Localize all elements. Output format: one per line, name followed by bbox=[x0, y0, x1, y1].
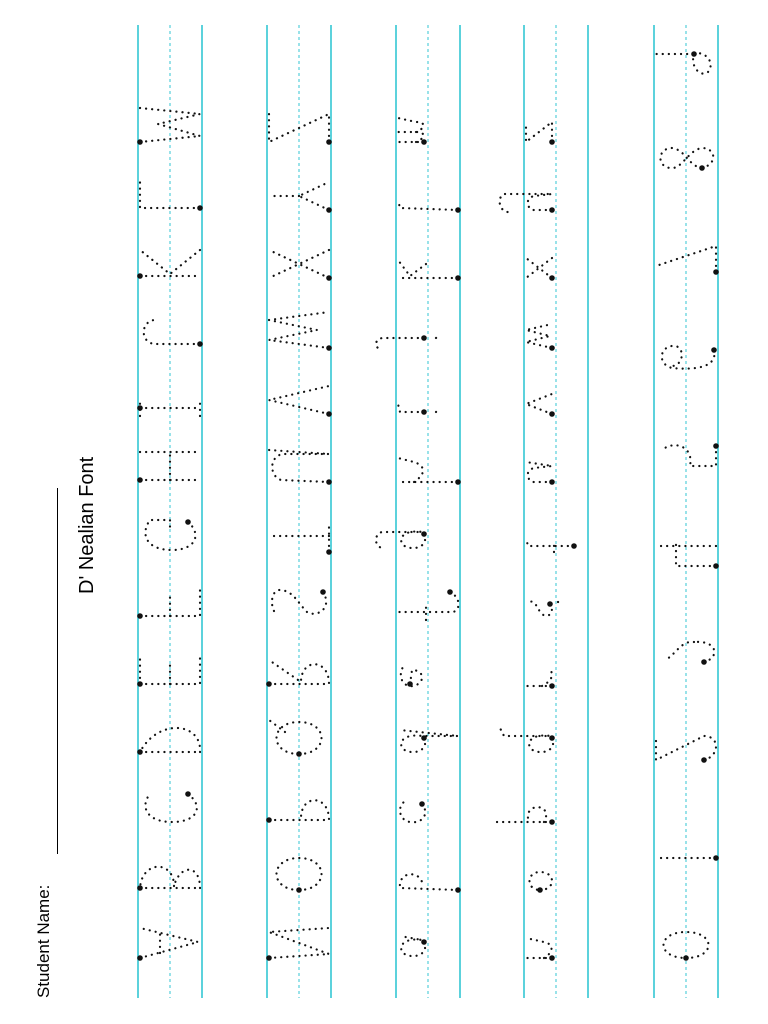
start-dot bbox=[713, 855, 719, 861]
trace-letter-w bbox=[526, 324, 555, 351]
start-dot bbox=[326, 345, 332, 351]
trace-letter-U bbox=[269, 450, 332, 485]
trace-letter-p bbox=[496, 807, 555, 825]
start-dot bbox=[407, 681, 413, 687]
start-dot bbox=[421, 735, 427, 741]
trace-letter-b bbox=[400, 874, 461, 893]
trace-letter-r bbox=[526, 668, 555, 689]
start-dot bbox=[326, 411, 332, 417]
start-dot bbox=[699, 165, 705, 171]
trace-letter-K bbox=[137, 250, 200, 279]
start-dot bbox=[547, 601, 553, 607]
trace-letter-1 bbox=[656, 855, 719, 861]
start-dot bbox=[537, 887, 543, 893]
trace-letter-R bbox=[266, 660, 329, 687]
trace-letter-7 bbox=[656, 246, 719, 275]
start-dot bbox=[137, 681, 143, 687]
trace-letter-e bbox=[401, 666, 422, 687]
trace-letter-3 bbox=[664, 642, 714, 665]
trace-letter-B bbox=[137, 867, 200, 891]
trace-letter-5 bbox=[662, 443, 719, 466]
start-dot bbox=[421, 939, 427, 945]
start-dot bbox=[266, 817, 272, 823]
practice-row-uppercase-a-m bbox=[137, 25, 203, 998]
start-dot bbox=[197, 341, 203, 347]
trace-letter-o bbox=[530, 872, 553, 893]
trace-letter-y bbox=[500, 194, 555, 213]
trace-letter-V bbox=[269, 386, 332, 417]
trace-letter-A bbox=[137, 928, 198, 961]
start-dot bbox=[266, 681, 272, 687]
start-dot bbox=[549, 139, 555, 145]
trace-letter-C bbox=[145, 791, 196, 822]
start-dot bbox=[455, 207, 461, 213]
start-dot bbox=[421, 335, 427, 341]
start-dot bbox=[447, 589, 453, 595]
start-dot bbox=[549, 683, 555, 689]
start-dot bbox=[296, 751, 302, 757]
trace-letter-s bbox=[528, 601, 560, 616]
start-dot bbox=[326, 275, 332, 281]
start-dot bbox=[137, 405, 143, 411]
student-name-label: Student Name: bbox=[34, 884, 53, 998]
start-dot bbox=[421, 409, 427, 415]
start-dot bbox=[419, 801, 425, 807]
start-dot bbox=[137, 955, 143, 961]
trace-letter-g bbox=[376, 531, 427, 548]
start-dot bbox=[326, 139, 332, 145]
start-dot bbox=[713, 269, 719, 275]
trace-letter-a bbox=[400, 936, 427, 956]
trace-letter-H bbox=[137, 452, 200, 483]
trace-letter-X bbox=[269, 250, 332, 281]
start-dot bbox=[549, 411, 555, 417]
start-dot bbox=[326, 479, 332, 485]
trace-letter-8 bbox=[660, 148, 713, 171]
start-dot bbox=[137, 613, 143, 619]
start-dot bbox=[421, 531, 427, 537]
trace-letter-4 bbox=[656, 540, 719, 569]
start-dot bbox=[549, 479, 555, 485]
start-dot bbox=[549, 207, 555, 213]
start-dot bbox=[455, 275, 461, 281]
start-dot bbox=[549, 955, 555, 961]
start-dot bbox=[185, 519, 191, 525]
start-dot bbox=[326, 207, 332, 213]
start-dot bbox=[137, 273, 143, 279]
trace-letter-I bbox=[137, 400, 200, 416]
trace-letter-L bbox=[140, 182, 203, 211]
practice-row-lowercase-n-z bbox=[496, 25, 588, 998]
trace-letter-x bbox=[526, 258, 555, 281]
practice-row-lowercase-a-m bbox=[376, 25, 461, 998]
start-dot bbox=[711, 347, 717, 353]
trace-letter-m bbox=[398, 118, 427, 145]
start-dot bbox=[701, 659, 707, 665]
start-dot bbox=[549, 275, 555, 281]
start-dot bbox=[455, 479, 461, 485]
trace-letter-l bbox=[398, 200, 461, 213]
trace-letter-j bbox=[376, 335, 438, 350]
trace-letter-d bbox=[400, 730, 458, 752]
start-dot bbox=[197, 205, 203, 211]
trace-letter-t bbox=[526, 538, 577, 552]
start-dot bbox=[320, 589, 326, 595]
start-dot bbox=[137, 477, 143, 483]
trace-letter-F bbox=[137, 590, 200, 619]
trace-letter-c bbox=[400, 801, 425, 822]
worksheet-title: D' Nealian Font bbox=[76, 456, 98, 594]
start-dot bbox=[683, 955, 689, 961]
trace-letter-k bbox=[398, 260, 461, 281]
trace-letter-6 bbox=[662, 346, 717, 369]
trace-letter-n bbox=[526, 938, 555, 961]
trace-letter-E bbox=[137, 658, 200, 687]
trace-letter-T bbox=[269, 522, 332, 555]
trace-letter-O bbox=[277, 858, 322, 893]
trace-letter-Q bbox=[269, 720, 322, 757]
start-dot bbox=[549, 819, 555, 825]
start-dot bbox=[713, 563, 719, 569]
start-dot bbox=[326, 549, 332, 555]
start-dot bbox=[421, 139, 427, 145]
trace-letter-D bbox=[137, 728, 200, 755]
trace-letter-Y bbox=[269, 182, 332, 213]
trace-letter-W bbox=[269, 312, 332, 351]
trace-letter-J bbox=[144, 320, 203, 347]
trace-letter-q bbox=[500, 728, 555, 752]
start-dot bbox=[266, 955, 272, 961]
start-dot bbox=[571, 543, 577, 549]
trace-letter-9 bbox=[656, 51, 711, 73]
start-dot bbox=[185, 791, 191, 797]
start-dot bbox=[691, 51, 697, 57]
start-dot bbox=[296, 887, 302, 893]
start-dot bbox=[455, 887, 461, 893]
practice-row-uppercase-n-z bbox=[266, 25, 332, 998]
trace-letter-M bbox=[137, 108, 200, 145]
trace-letter-0 bbox=[664, 932, 709, 961]
start-dot bbox=[137, 885, 143, 891]
trace-letter-N bbox=[266, 928, 329, 961]
trace-letter-i bbox=[398, 404, 438, 415]
trace-letter-u bbox=[526, 462, 555, 485]
start-dot bbox=[701, 757, 707, 763]
start-dot bbox=[549, 345, 555, 351]
trace-letter-Z bbox=[269, 114, 332, 145]
start-dot bbox=[549, 735, 555, 741]
start-dot bbox=[137, 139, 143, 145]
trace-letter-P bbox=[266, 800, 329, 823]
start-dot bbox=[137, 749, 143, 755]
trace-letter-h bbox=[398, 458, 461, 485]
trace-letter-z bbox=[526, 122, 555, 145]
start-dot bbox=[713, 443, 719, 449]
practice-row-digits bbox=[654, 25, 719, 998]
trace-letter-v bbox=[526, 394, 555, 417]
trace-letter-S bbox=[272, 589, 326, 614]
